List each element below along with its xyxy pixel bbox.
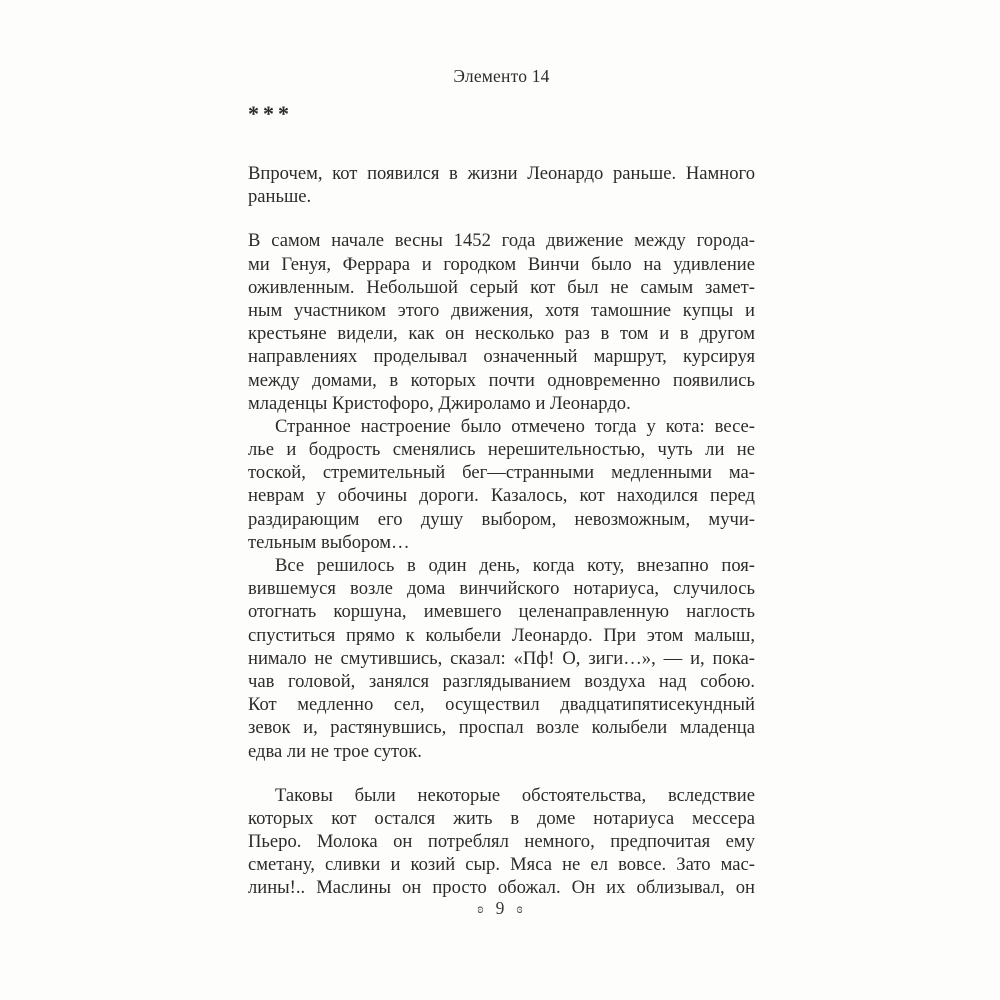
- footer-ornament-right-icon: ɞ: [516, 902, 523, 917]
- body-line: которых кот остался жить в доме нотариуса мессера: [248, 807, 755, 829]
- running-head: Элементо 14: [453, 66, 550, 86]
- body-line: ми Генуя, Феррара и городком Винчи было на удивление: [248, 253, 755, 275]
- body-line: младенцы Кристофоро, Джироламо и Леонардо.: [248, 392, 631, 414]
- body-line: зевок и, растянувшись, проспал возле колыбели младенца: [248, 717, 755, 739]
- paragraph: [248, 554, 755, 763]
- page-number: 9: [495, 898, 505, 918]
- paragraph: [248, 784, 755, 900]
- body-line: Впрочем, кот появился в жизни Леонардо раньше. Намного: [248, 163, 755, 184]
- paragraph: [248, 229, 755, 415]
- body-line: раздирающим его душу выбором, невозможным, мучи-: [248, 508, 755, 530]
- body-line: ным участником этого движения, хотя тамошние купцы и: [248, 299, 755, 321]
- body-line: Все решилось в один день, когда коту, внезапно поя-: [275, 555, 755, 576]
- body-line: оживленным. Небольшой серый кот был не самым замет-: [248, 276, 755, 298]
- paragraph: [248, 415, 755, 554]
- body-line: Таковы были некоторые обстоятельства, вследствие: [275, 784, 755, 806]
- body-line: отогнать коршуна, имевшего целенаправленную наглость: [248, 601, 755, 623]
- body-line: крестьяне видели, как он несколько раз в том и в другом: [248, 323, 755, 345]
- body-line: неврам у обочины дороги. Казалось, кот находился перед: [248, 485, 755, 507]
- body-line: раньше.: [248, 186, 312, 208]
- body-line: вившемуся возле дома винчийского нотариуса, случилось: [248, 578, 755, 600]
- body-line: тельным выбором…: [248, 531, 410, 553]
- body-line: Странное настроение было отмечено тогда у кота: весе-: [275, 415, 755, 437]
- body-line: лины!.. Маслины он просто обожал. Он их облизывал, он: [248, 877, 755, 899]
- page-footer: [0, 898, 1000, 919]
- body-line: чав головой, занялся разглядыванием воздуха над собою.: [248, 670, 755, 692]
- body-line: лье и бодрость сменялись нерешительностью, чуть ли не: [248, 439, 755, 461]
- body-line: В самом начале весны 1452 года движение между города-: [248, 230, 755, 252]
- paragraph: [248, 162, 755, 208]
- body-line: Кот медленно сел, осуществил двадцатипятисекундный: [248, 694, 755, 716]
- body-line: спуститься прямо к колыбели Леонардо. При этом малыш,: [248, 624, 755, 646]
- body-line: направлениях проделывал означенный маршрут, курсируя: [248, 346, 755, 368]
- body-text: [248, 162, 755, 900]
- body-line: нимало не смутившись, сказал: «Пф! О, зиги…», — и, пока-: [248, 647, 755, 669]
- body-line: сметану, сливки и козий сыр. Мяса не ел вовсе. Зато мас-: [248, 854, 755, 876]
- body-line: Пьеро. Молока он потреблял немного, предпочитая ему: [248, 831, 755, 853]
- body-line: едва ли не трое суток.: [248, 740, 422, 762]
- section-break-asterisks: ***: [248, 101, 293, 126]
- footer-ornament-left-icon: ʚ: [477, 902, 484, 917]
- body-line: тоской, стремительный бег—странными медленными ма-: [248, 462, 755, 484]
- body-line: между домами, в которых почти одновременно появились: [248, 369, 755, 391]
